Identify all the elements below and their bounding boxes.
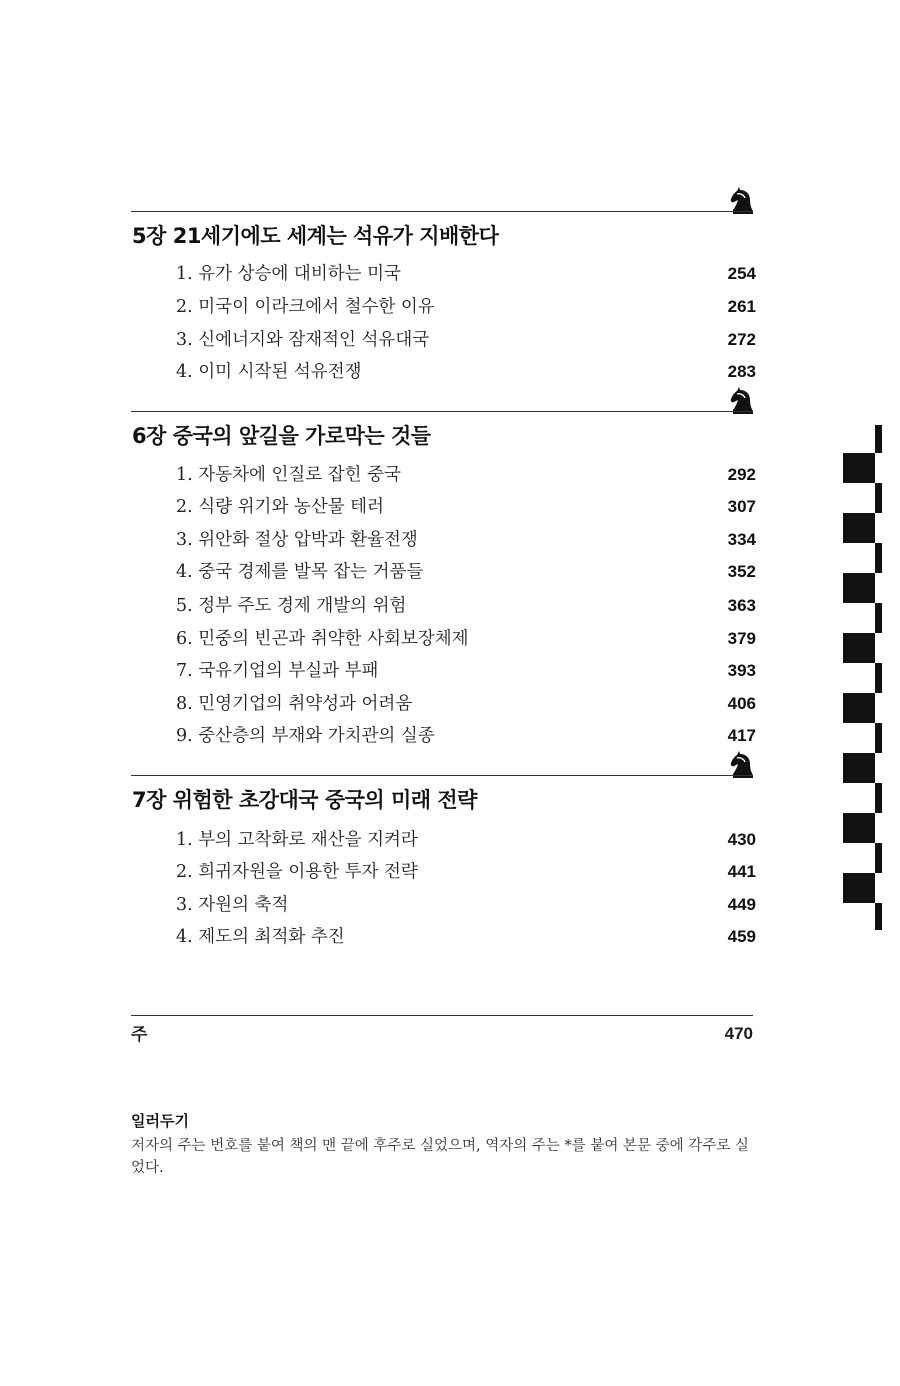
toc-entry-label: 6. 민중의 빈곤과 취약한 사회보장체제 [176, 629, 469, 649]
toc-entry[interactable] [176, 260, 756, 290]
toc-entry[interactable] [176, 657, 756, 687]
toc-entry[interactable] [176, 625, 756, 655]
toc-entry[interactable] [176, 461, 756, 491]
toc-entry[interactable] [176, 722, 756, 752]
toc-entry-page: 261 [727, 297, 756, 316]
toc-entry-page: 417 [727, 726, 756, 745]
toc-entry-label: 3. 자원의 축적 [176, 895, 289, 915]
toc-entry[interactable] [176, 923, 756, 953]
toc-entry-page: 283 [727, 362, 756, 381]
toc-entry[interactable] [176, 592, 756, 622]
toc-entry-page: 272 [727, 330, 756, 349]
toc-entry-page: 363 [727, 596, 756, 615]
toc-entry[interactable] [176, 358, 756, 388]
chapter-title: 7장 위험한 초강대국 중국의 미래 전략 [132, 788, 477, 812]
toc-entry-label: 9. 중산층의 부재와 가치관의 실종 [176, 726, 435, 746]
chapter-title: 5장 21세기에도 세계는 석유가 지배한다 [132, 224, 499, 248]
toc-entry[interactable] [176, 690, 756, 720]
toc-entry-label: 8. 민영기업의 취약성과 어려움 [176, 694, 413, 714]
remarks-title: 일러두기 [131, 1112, 189, 1130]
checker-edge-pattern [843, 425, 883, 930]
toc-entry-label: 2. 식량 위기와 농산물 테러 [176, 497, 384, 517]
toc-entry-label: 2. 희귀자원을 이용한 투자 전략 [176, 862, 418, 882]
toc-entry[interactable] [176, 526, 756, 556]
toc-entry-page: 393 [727, 661, 756, 680]
toc-entry[interactable] [176, 858, 756, 888]
toc-entry-label: 3. 신에너지와 잠재적인 석유대국 [176, 330, 430, 350]
toc-entry[interactable] [176, 493, 756, 523]
chapter-divider [131, 775, 753, 776]
notes-entry[interactable] [131, 1020, 753, 1050]
toc-entry[interactable] [176, 826, 756, 856]
toc-entry[interactable] [176, 326, 756, 356]
chapter-title: 6장 중국의 앞길을 가로막는 것들 [132, 424, 431, 448]
toc-entry-page: 441 [727, 862, 756, 881]
notes-divider [131, 1015, 753, 1016]
toc-entry-page: 406 [727, 694, 756, 713]
toc-entry-page: 292 [727, 465, 756, 484]
toc-entry-page: 254 [727, 264, 756, 283]
notes-label: 주 [131, 1025, 148, 1045]
toc-entry-page: 449 [727, 895, 756, 914]
chapter-divider [131, 211, 753, 212]
notes-page: 470 [724, 1024, 753, 1043]
toc-entry[interactable] [176, 558, 756, 588]
toc-entry-label: 5. 정부 주도 경제 개발의 위험 [176, 596, 407, 616]
toc-entry-label: 4. 이미 시작된 석유전쟁 [176, 362, 362, 382]
toc-entry-label: 7. 국유기업의 부실과 부패 [176, 661, 379, 681]
toc-entry[interactable] [176, 293, 756, 323]
chapter-divider [131, 411, 753, 412]
toc-entry-label: 3. 위안화 절상 압박과 환율전쟁 [176, 530, 418, 550]
toc-entry-label: 1. 자동차에 인질로 잡힌 중국 [176, 465, 401, 485]
toc-entry-page: 352 [727, 562, 756, 581]
toc-entry-label: 4. 제도의 최적화 추진 [176, 927, 345, 947]
toc-entry-label: 2. 미국이 이라크에서 철수한 이유 [176, 297, 435, 317]
toc-entry-label: 1. 유가 상승에 대비하는 미국 [176, 264, 401, 284]
toc-entry-page: 307 [727, 497, 756, 516]
remarks-text: 저자의 주는 번호를 붙여 책의 맨 끝에 후주로 실었으며, 역자의 주는 *를 붙여 본문 중에 각주로 실었다. [131, 1138, 749, 1176]
toc-entry[interactable] [176, 891, 756, 921]
toc-entry-page: 334 [727, 530, 756, 549]
toc-entry-page: 459 [727, 927, 756, 946]
toc-entry-label: 1. 부의 고착화로 재산을 지켜라 [176, 830, 418, 850]
toc-entry-label: 4. 중국 경제를 발목 잡는 거품들 [176, 562, 424, 582]
toc-entry-page: 379 [727, 629, 756, 648]
toc-entry-page: 430 [727, 830, 756, 849]
